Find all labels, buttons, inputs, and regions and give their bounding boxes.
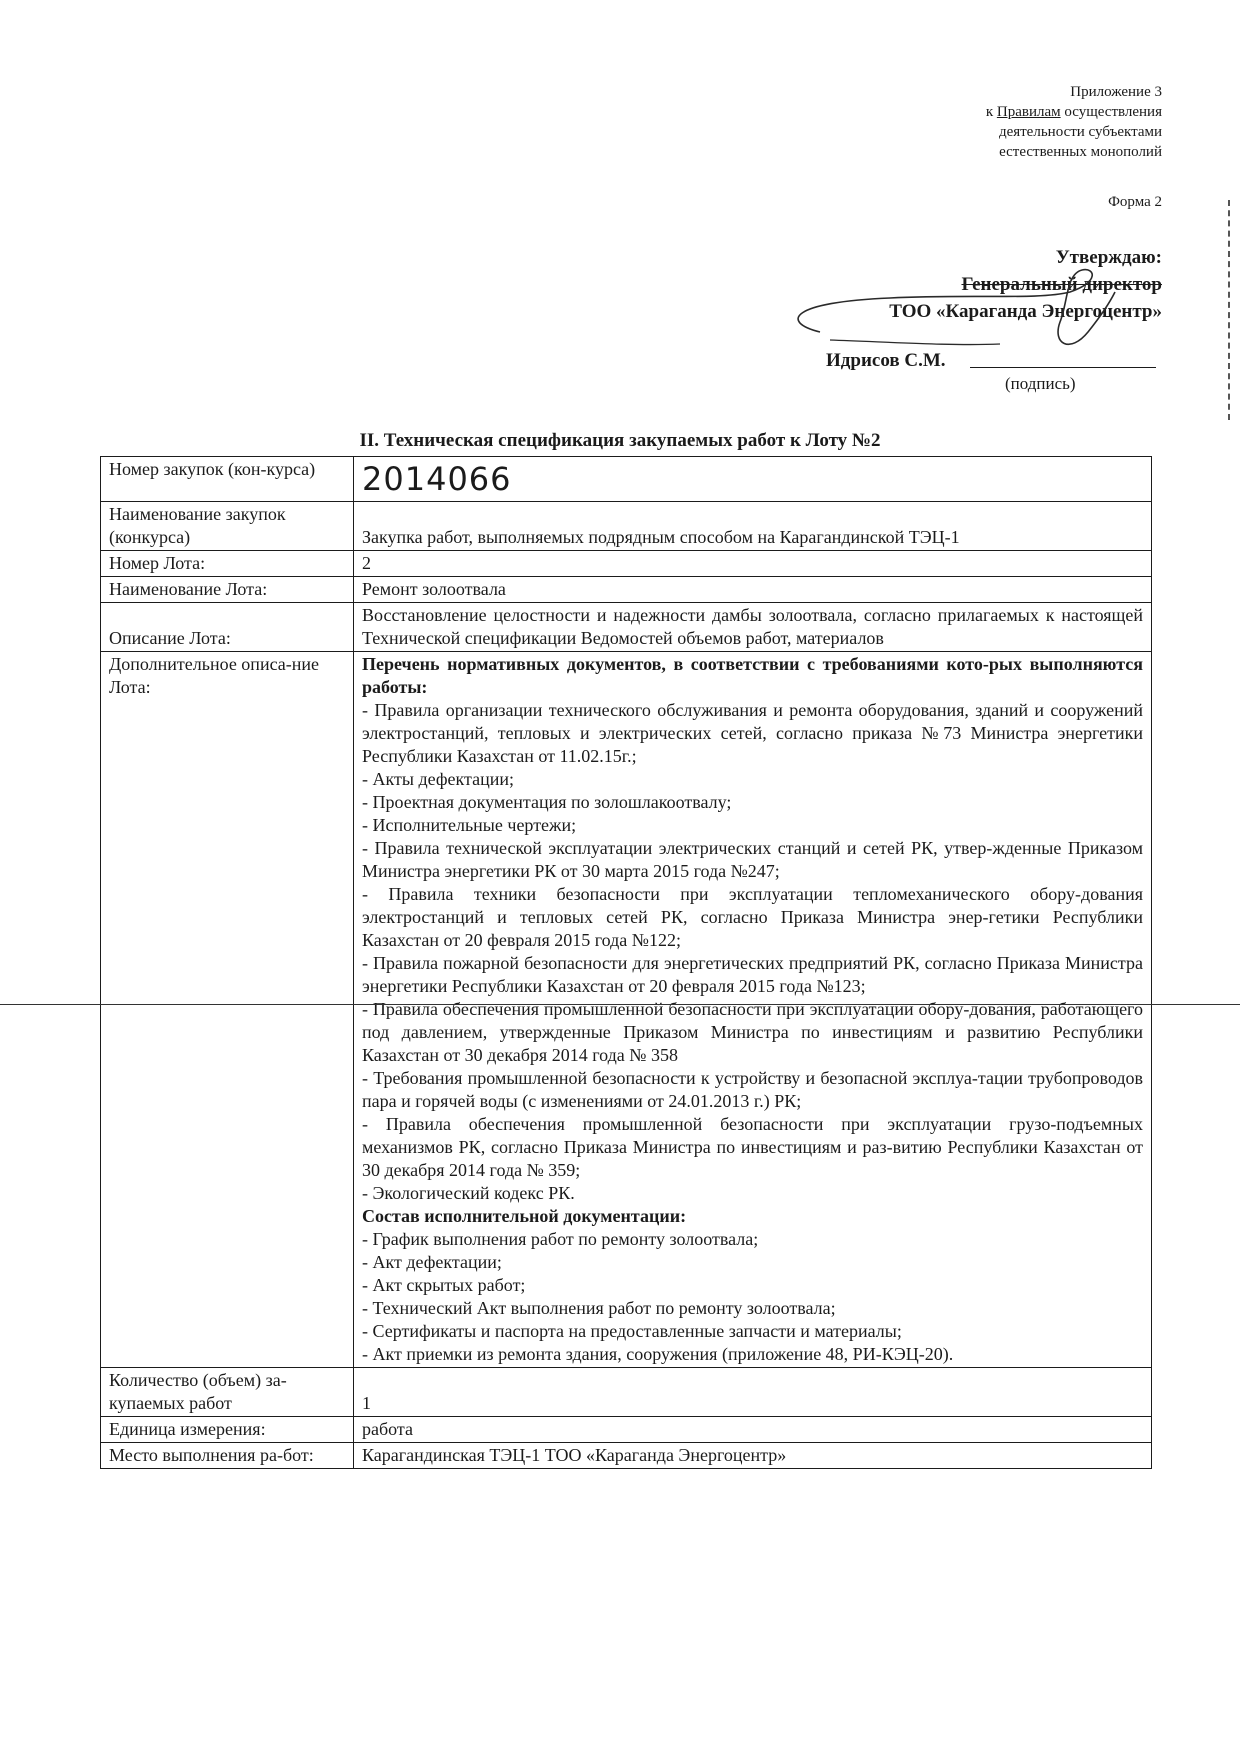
procurement-name-label: Наименование закупок (конкурса) bbox=[101, 502, 354, 551]
lot-name-value: Ремонт золоотвала bbox=[354, 577, 1152, 603]
list-item: - Правила обеспечения промышленной безопасности при эксплуатации грузо-подъемных механизмов РК, согласно Приказа Министра по инвестициям и раз-витию Республики Казахстан от 30 декабря 2014 года № 359; bbox=[362, 1114, 1143, 1180]
lot-name-label: Наименование Лота: bbox=[101, 577, 354, 603]
list-item: - Акт приемки из ремонта здания, сооружения (приложение 48, РИ-КЭЦ-20). bbox=[362, 1344, 954, 1364]
document-title: II. Техническая спецификация закупаемых работ к Лоту №2 bbox=[359, 430, 881, 451]
quantity-label: Количество (объем) за-купаемых работ bbox=[101, 1368, 354, 1417]
additional-description-value bbox=[354, 652, 1152, 1368]
scan-artifact-line bbox=[0, 1004, 1240, 1005]
appendix-line-2-suffix: осуществления bbox=[1060, 104, 1162, 120]
list-item: - Исполнительные чертежи; bbox=[362, 815, 577, 835]
list-item: - Сертификаты и паспорта на предоставленные запчасти и материалы; bbox=[362, 1321, 902, 1341]
procurement-name-value: Закупка работ, выполняемых подрядным способом на Карагандинской ТЭЦ-1 bbox=[354, 502, 1152, 551]
signature-caption: (подпись) bbox=[1005, 374, 1076, 393]
list-item: - Экологический кодекс РК. bbox=[362, 1183, 575, 1203]
list-item: - Технический Акт выполнения работ по ремонту золоотвала; bbox=[362, 1298, 836, 1318]
list-item: - Акт скрытых работ; bbox=[362, 1275, 526, 1295]
lot-number-label: Номер Лота: bbox=[101, 551, 354, 577]
unit-label: Единица измерения: bbox=[101, 1417, 354, 1443]
form-label: Форма 2 bbox=[1108, 194, 1162, 210]
approval-heading: Утверждаю: bbox=[1055, 247, 1162, 268]
appendix-line-2 bbox=[832, 102, 1162, 122]
list-item: - Правила организации технического обслуживания и ремонта оборудования, зданий и сооружений электростанций, тепловых и электрических сетей, согласно приказа №73 Министра энергетики Республики Казахстан от 11.02.15г.; bbox=[362, 700, 1143, 766]
signer-name: Идрисов С.М. bbox=[826, 350, 946, 371]
table-row bbox=[101, 603, 1152, 652]
list-item: - Акт дефектации; bbox=[362, 1252, 502, 1272]
lot-number-value: 2 bbox=[354, 551, 1152, 577]
list-item: - Правила обеспечения промышленной безопасности при эксплуатации обору-дования, работающего под давлением, утвержденные Приказом Министра по инвестициям и развитию Республики Казахстан от 30 декабря 2014 года № 358 bbox=[362, 999, 1143, 1065]
rules-link: Правилам bbox=[996, 104, 1061, 120]
appendix-header bbox=[832, 82, 1162, 162]
list-item: - Правила техники безопасности при эксплуатации тепломеханического обору-дования электростанций и тепловых сетей РК, согласно Приказа Министра энер-гетики Республики Казахстан от 20 февраля 2015 года №122; bbox=[362, 884, 1143, 950]
place-label: Место выполнения ра-бот: bbox=[101, 1443, 354, 1469]
lot-description-label: Описание Лота: bbox=[101, 603, 354, 652]
table-row bbox=[101, 1368, 1152, 1417]
signature-line bbox=[970, 367, 1156, 368]
additional-description-label: Дополнительное описа-ние Лота: bbox=[101, 652, 354, 1368]
list-item: - Акты дефектации; bbox=[362, 769, 514, 789]
specification-table bbox=[100, 456, 1152, 1469]
handwritten-signature-icon bbox=[770, 262, 1130, 372]
table-row bbox=[101, 577, 1152, 603]
documentation-heading: Состав исполнительной документации: bbox=[362, 1206, 687, 1226]
appendix-line-4: естественных монополий bbox=[999, 144, 1162, 160]
table-row bbox=[101, 1443, 1152, 1469]
list-item: - Правила технической эксплуатации электрических станций и сетей РК, утвер-жденные Приказом Министра энергетики РК от 30 марта 2015 года №247; bbox=[362, 838, 1143, 881]
list-item: - Требования промышленной безопасности к устройству и безопасной эксплуа-тации трубопроводов пара и горячей воды (с изменениями от 24.01.2013 г.) РК; bbox=[362, 1068, 1143, 1111]
procurement-number-label: Номер закупок (кон-курса) bbox=[101, 457, 354, 502]
table-row bbox=[101, 457, 1152, 502]
table-row bbox=[101, 652, 1152, 1368]
normative-documents-heading: Перечень нормативных документов, в соответствии с требованиями кото-рых выполняются работы: bbox=[362, 654, 1143, 697]
appendix-line-3: деятельности субъектами bbox=[998, 124, 1162, 140]
approval-company: ТОО «Караганда Энергоцентр» bbox=[889, 301, 1162, 322]
table-row bbox=[101, 1417, 1152, 1443]
list-item: - Проектная документация по золошлакоотвалу; bbox=[362, 792, 732, 812]
lot-description-value: Восстановление целостности и надежности дамбы золоотвала, согласно прилагаемых к настоящей Технической спецификации Ведомостей объемов работ, материалов bbox=[354, 603, 1152, 652]
unit-value: работа bbox=[354, 1417, 1152, 1443]
quantity-value: 1 bbox=[354, 1368, 1152, 1417]
scan-edge-mark bbox=[1228, 200, 1232, 420]
appendix-line-2-prefix: к bbox=[985, 104, 997, 120]
approval-position: Генеральный директор bbox=[961, 274, 1162, 295]
appendix-line-1: Приложение 3 bbox=[1070, 84, 1162, 100]
procurement-number-value: 2014066 bbox=[354, 457, 1152, 502]
list-item: - Правила пожарной безопасности для энергетических предприятий РК, согласно Приказа Министра энергетики Республики Казахстан от 20 февраля 2015 года №123; bbox=[362, 953, 1143, 996]
table-row bbox=[101, 551, 1152, 577]
list-item: - График выполнения работ по ремонту золоотвала; bbox=[362, 1229, 759, 1249]
table-row bbox=[101, 502, 1152, 551]
place-value: Карагандинская ТЭЦ-1 ТОО «Караганда Энергоцентр» bbox=[354, 1443, 1152, 1469]
